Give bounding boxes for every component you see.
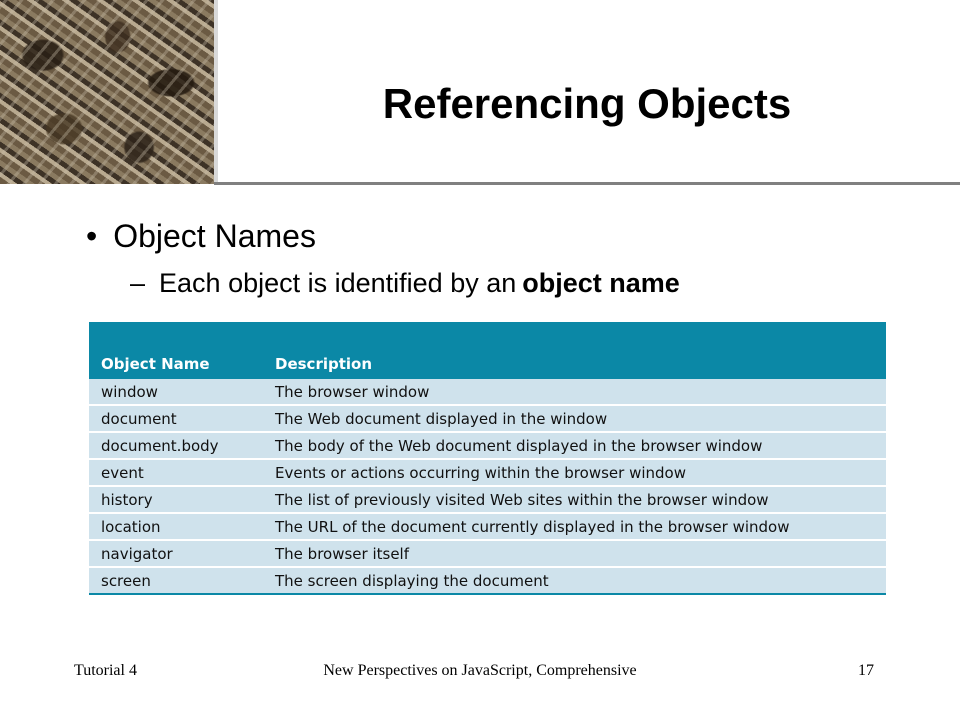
footer-tutorial-label: Tutorial 4 (74, 662, 137, 679)
bullet-object-names (86, 218, 316, 255)
table-row (89, 567, 886, 594)
table-header-row (89, 322, 886, 379)
description-cell: Events or actions occurring within the browser window (263, 459, 886, 486)
description-cell: The URL of the document currently displayed in the browser window (263, 513, 886, 540)
table-row (89, 379, 886, 405)
description-cell: The browser itself (263, 540, 886, 567)
corner-decorative-image (0, 0, 214, 184)
column-header-description: Description (263, 322, 886, 379)
object-names-table (89, 322, 886, 595)
bullet-text: Object Names (113, 218, 316, 254)
column-header-object-name: Object Name (89, 322, 263, 379)
object-name-cell: navigator (89, 540, 263, 567)
table-row (89, 459, 886, 486)
object-name-cell: window (89, 379, 263, 405)
slide-title: Referencing Objects (382, 80, 792, 127)
sub-bullet-object-name (130, 268, 680, 299)
table-row (89, 486, 886, 513)
sub-bullet-text: Each object is identified by an (159, 268, 517, 298)
header-rule (214, 182, 960, 185)
description-cell: The list of previously visited Web sites within the browser window (263, 486, 886, 513)
table-row (89, 432, 886, 459)
sub-bullet-marker: – (130, 268, 146, 298)
object-name-cell: document.body (89, 432, 263, 459)
description-cell: The screen displaying the document (263, 567, 886, 594)
sub-bullet-emphasis: object name (522, 268, 680, 298)
footer-book-title: New Perspectives on JavaScript, Comprehensive (323, 662, 637, 679)
description-cell: The Web document displayed in the window (263, 405, 886, 432)
description-cell: The body of the Web document displayed in the browser window (263, 432, 886, 459)
object-name-cell: screen (89, 567, 263, 594)
table-row (89, 405, 886, 432)
object-name-cell: document (89, 405, 263, 432)
description-cell: The browser window (263, 379, 886, 405)
bullet-marker: • (86, 218, 98, 254)
object-name-cell: location (89, 513, 263, 540)
object-name-cell: history (89, 486, 263, 513)
footer-page-number: 17 (858, 662, 874, 679)
table-row (89, 540, 886, 567)
object-name-cell: event (89, 459, 263, 486)
table-row (89, 513, 886, 540)
